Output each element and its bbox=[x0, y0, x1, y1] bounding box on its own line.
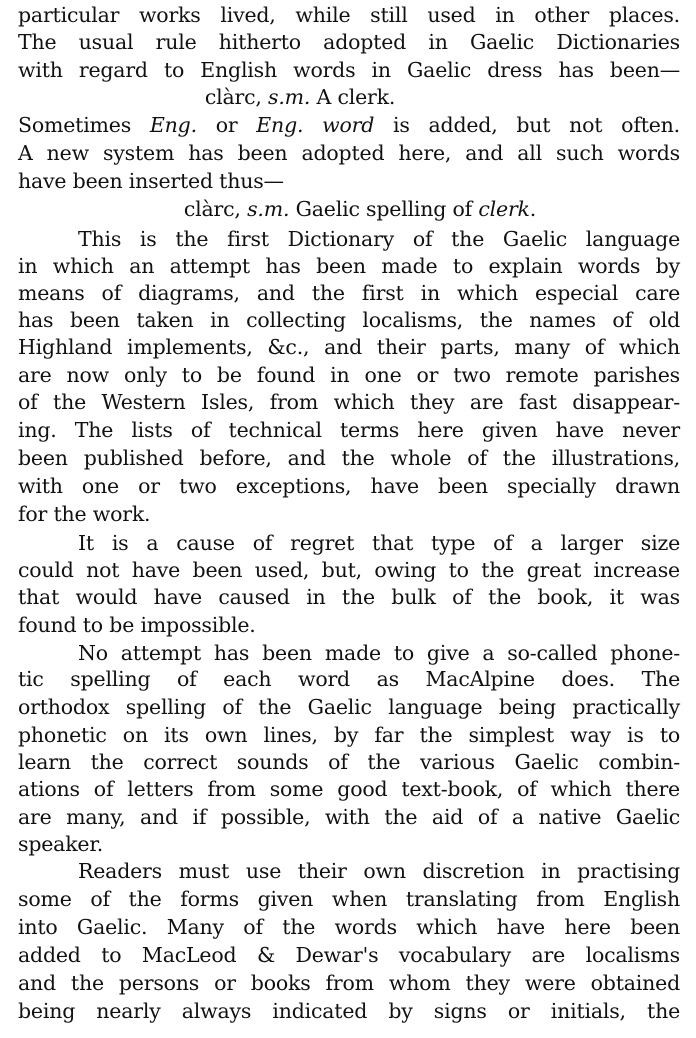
text-line: with one or two exceptions, have been specially drawn bbox=[18, 474, 680, 498]
text-line: learn the correct sounds of the various Gaelic combin- bbox=[18, 750, 680, 774]
text-line: A new system has been adopted here, and all such words bbox=[18, 141, 680, 165]
text-line: This is the first Dictionary of the Gaelic language bbox=[78, 227, 680, 251]
text-line: No attempt has been made to give a so-called phone- bbox=[78, 641, 680, 665]
entry-italic-word: clerk bbox=[478, 197, 530, 221]
text-segment: Sometimes bbox=[18, 113, 150, 137]
italic-segment: Eng. word bbox=[256, 113, 375, 137]
text-line: tic spelling of each word as MacAlpine does. The bbox=[18, 667, 680, 691]
entry-punct: . bbox=[529, 197, 537, 221]
text-line: means of diagrams, and the first in which especial care bbox=[18, 281, 680, 305]
text-line: found to be impossible. bbox=[18, 613, 256, 637]
text-line: added to MacLeod & Dewar's vocabulary are localisms bbox=[18, 943, 680, 967]
text-line: Readers must use their own discretion in practising bbox=[78, 859, 680, 883]
text-line: are now only to be found in one or two remote parishes bbox=[18, 363, 680, 387]
text-line: some of the forms given when translating from English bbox=[18, 887, 680, 911]
text-line: with regard to English words in Gaelic dress has been— bbox=[18, 58, 680, 82]
text-line: that would have caused in the bulk of the book, it was bbox=[18, 585, 680, 609]
text-segment: or bbox=[196, 113, 257, 137]
text-segment: is added, but not often. bbox=[374, 113, 680, 137]
text-line: The usual rule hitherto adopted in Gaelic Dictionaries bbox=[18, 30, 680, 54]
text-line: for the work. bbox=[18, 502, 151, 526]
entry-word: clàrc, bbox=[204, 85, 269, 109]
text-line: have been inserted thus— bbox=[18, 169, 284, 193]
text-line: particular works lived, while still used in other places. bbox=[18, 3, 680, 27]
text-line: could not have been used, but, owing to the great increase bbox=[18, 558, 680, 582]
example-entry-line bbox=[100, 84, 500, 111]
text-line bbox=[18, 112, 680, 139]
text-line: phonetic on its own lines, by far the simplest way is to bbox=[18, 723, 680, 747]
entry-gloss: A clerk. bbox=[310, 85, 396, 109]
example-entry-line bbox=[110, 196, 610, 223]
text-line: are many, and if possible, with the aid of a native Gaelic bbox=[18, 805, 680, 829]
text-line: has been taken in collecting localisms, the names of old bbox=[18, 308, 680, 332]
entry-pos: s.m. bbox=[268, 85, 311, 109]
text-line: speaker. bbox=[18, 832, 104, 856]
text-line: and the persons or books from whom they were obtained bbox=[18, 971, 680, 995]
text-line: in which an attempt has been made to explain words by bbox=[18, 254, 680, 278]
entry-pos: s.m. bbox=[247, 197, 290, 221]
text-line: Highland implements, &c., and their parts, many of which bbox=[18, 335, 680, 359]
text-line: It is a cause of regret that type of a larger size bbox=[78, 531, 680, 555]
text-line: of the Western Isles, from which they are fast disappear- bbox=[18, 390, 680, 414]
text-line: been published before, and the whole of the illustrations, bbox=[18, 446, 680, 470]
entry-gloss: Gaelic spelling of bbox=[289, 197, 479, 221]
text-line: orthodox spelling of the Gaelic language being practically bbox=[18, 695, 680, 719]
entry-word: clàrc, bbox=[183, 197, 248, 221]
text-line: ing. The lists of technical terms here given have never bbox=[18, 418, 680, 442]
italic-segment: Eng. bbox=[149, 113, 197, 137]
text-line: being nearly always indicated by signs or initials, the bbox=[18, 999, 680, 1023]
text-line: ations of letters from some good text-book, of which there bbox=[18, 777, 680, 801]
text-line: into Gaelic. Many of the words which have here been bbox=[18, 915, 680, 939]
